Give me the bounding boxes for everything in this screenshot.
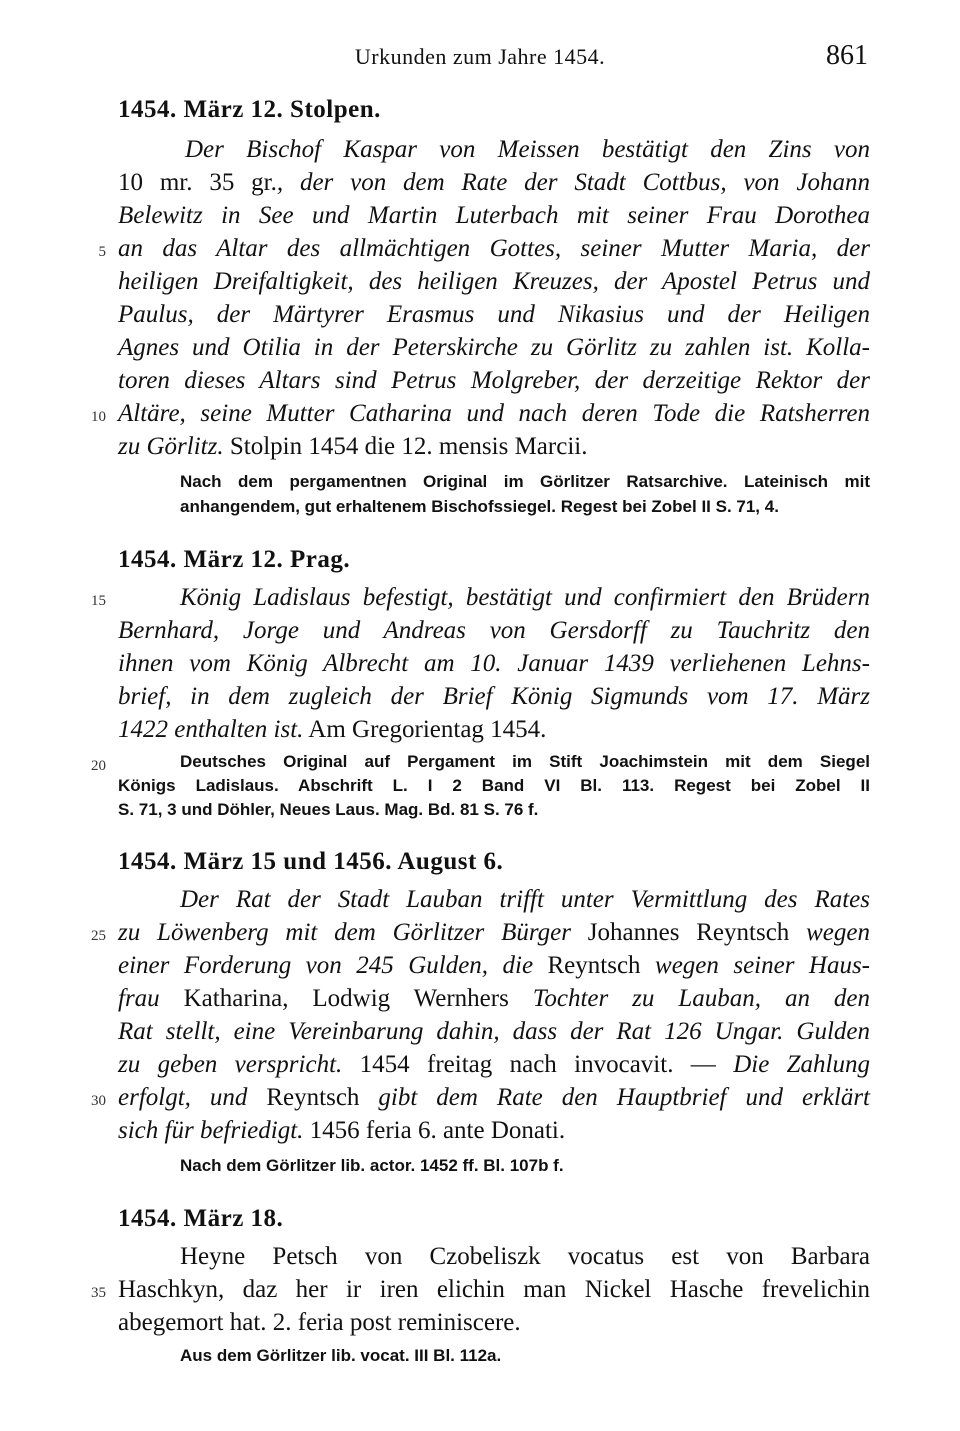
italic-text-run: Paulus, der Märtyrer Erasmus und Nikasius und der Heiligen xyxy=(118,301,870,328)
source-note: Aus dem Görlitzer lib. vocat. III Bl. 112a. xyxy=(180,1346,502,1365)
margin-line-number: 15 xyxy=(91,593,106,609)
source-note: Deutsches Original auf Pergament im Stift Joachimstein mit dem Siegel xyxy=(180,752,870,771)
text-line xyxy=(118,433,870,461)
italic-text-run: einer Forderung von 245 Gulden, die xyxy=(118,952,534,979)
roman-text-run: abegemort hat. 2. feria post reminiscere. xyxy=(118,1309,521,1336)
roman-text-run: Katharina, Lodwig Wernhers xyxy=(159,985,533,1012)
entry-heading: 1454. März 12. Stolpen. xyxy=(118,96,381,123)
text-line xyxy=(180,1243,870,1271)
italic-text-run: zu Löwenberg mit dem Görlitzer Bürger xyxy=(118,919,571,946)
italic-text-run: König Ladislaus befestigt, bestätigt und confirmiert den Brüdern xyxy=(180,584,870,611)
italic-text-run: Die Zahlung xyxy=(733,1051,870,1078)
italic-text-run: Rat stellt, eine Vereinbarung dahin, dass der Rat 126 Ungar. Gulden xyxy=(118,1018,870,1045)
source-note: Nach dem Görlitzer lib. actor. 1452 ff. Bl. 107b f. xyxy=(180,1156,564,1175)
text-line xyxy=(118,985,870,1013)
roman-text-run: Heyne Petsch von Czobeliszk vocatus est von Barbara xyxy=(180,1243,870,1270)
text-line xyxy=(118,1309,870,1337)
italic-text-run: an das Altar des allmächtigen Gottes, seiner Mutter Maria, der xyxy=(118,235,870,262)
text-line xyxy=(118,617,870,645)
italic-text-run: sich für befriedigt. xyxy=(118,1117,304,1144)
margin-line-number: 30 xyxy=(91,1093,106,1109)
text-line xyxy=(118,400,870,428)
text-line xyxy=(185,136,870,164)
italic-text-run: , der von dem Rate der Stadt Cottbus, von Johann xyxy=(276,169,870,196)
text-line xyxy=(118,952,870,980)
margin-line-number: 25 xyxy=(91,928,106,944)
text-line xyxy=(180,584,870,612)
text-line xyxy=(118,268,870,296)
source-note: S. 71, 3 und Döhler, Neues Laus. Mag. Bd. 81 S. 76 f. xyxy=(118,800,539,819)
margin-line-number: 10 xyxy=(91,409,106,425)
text-line xyxy=(118,1084,870,1112)
roman-text-run: Reyntsch xyxy=(533,952,656,979)
margin-line-number: 35 xyxy=(91,1285,106,1301)
text-line xyxy=(118,919,870,947)
text-line xyxy=(118,367,870,395)
source-note: anhangendem, gut erhaltenem Bischofssiegel. Regest bei Zobel II S. 71, 4. xyxy=(180,497,779,516)
italic-text-run: Belewitz in See und Martin Luterbach mit seiner Frau Dorothea xyxy=(118,202,870,229)
roman-text-run: Stolpin 1454 die 12. mensis Marcii. xyxy=(223,433,588,460)
roman-text-run: 10 mr. 35 gr. xyxy=(118,169,277,196)
source-note: Nach dem pergamentnen Original im Görlitzer Ratsarchive. Lateinisch mit xyxy=(180,472,870,491)
italic-text-run: zu Görlitz. xyxy=(118,433,224,460)
text-line xyxy=(118,1051,870,1079)
italic-text-run: 1422 enthalten ist. xyxy=(118,716,304,743)
running-title: Urkunden zum Jahre 1454. xyxy=(354,44,606,69)
roman-text-run: Reyntsch xyxy=(247,1084,379,1111)
text-line xyxy=(118,334,870,362)
italic-text-run: toren dieses Altars sind Petrus Molgreber, der derzeitige Rektor der xyxy=(118,367,870,394)
italic-text-run: brief, in dem zugleich der Brief König Sigmunds vom 17. März xyxy=(118,683,870,710)
italic-text-run: gibt dem Rate den Hauptbrief und erklärt xyxy=(378,1084,871,1111)
roman-text-run: Johannes Reyntsch xyxy=(571,919,807,946)
page-number: 861 xyxy=(826,40,868,71)
italic-text-run: Altäre, seine Mutter Catharina und nach deren Tode die Ratsherren xyxy=(118,400,870,427)
entry-heading: 1454. März 12. Prag. xyxy=(118,546,351,573)
roman-text-run: 1454 freitag nach invocavit. — xyxy=(342,1051,734,1078)
italic-text-run: Der Rat der Stadt Lauban trifft unter Vermittlung des Rates xyxy=(180,886,870,913)
italic-text-run: wegen seiner Haus- xyxy=(655,952,871,979)
text-line xyxy=(118,1117,870,1145)
italic-text-run: heiligen Dreifaltigkeit, des heiligen Kreuzes, der Apostel Petrus und xyxy=(118,268,870,295)
italic-text-run: Der Bischof Kaspar von Meissen bestätigt den Zins von xyxy=(185,136,870,163)
text-line xyxy=(118,1018,870,1046)
text-line xyxy=(118,683,870,711)
entry-heading: 1454. März 15 und 1456. August 6. xyxy=(118,848,504,875)
text-line xyxy=(180,886,870,914)
italic-text-run: frau xyxy=(118,985,160,1012)
entry-heading: 1454. März 18. xyxy=(118,1205,284,1232)
source-note: Königs Ladislaus. Abschrift L. I 2 Band VI Bl. 113. Regest bei Zobel II xyxy=(118,776,870,795)
italic-text-run: wegen xyxy=(806,919,870,946)
italic-text-run: zu geben verspricht. xyxy=(118,1051,343,1078)
roman-text-run: Am Gregorientag 1454. xyxy=(303,716,547,743)
roman-text-run: Haschkyn, daz her ir iren elichin man Nickel Hasche frevelichin xyxy=(118,1276,870,1303)
text-line xyxy=(118,716,870,744)
italic-text-run: ihnen vom König Albrecht am 10. Januar 1439 verliehenen Lehns- xyxy=(118,650,870,677)
roman-text-run: 1456 feria 6. ante Donati. xyxy=(303,1117,566,1144)
italic-text-run: Tochter zu Lauban, an den xyxy=(532,985,870,1012)
text-line xyxy=(118,650,870,678)
italic-text-run: erfolgt, und xyxy=(118,1084,248,1111)
margin-line-number: 20 xyxy=(91,758,106,774)
text-line xyxy=(118,169,870,197)
italic-text-run: Bernhard, Jorge und Andreas von Gersdorff zu Tauchritz den xyxy=(118,617,870,644)
margin-line-number: 5 xyxy=(98,244,106,260)
text-line xyxy=(118,202,870,230)
text-line xyxy=(118,301,870,329)
italic-text-run: Agnes und Otilia in der Peterskirche zu Görlitz zu zahlen ist. Kolla- xyxy=(118,334,870,361)
text-line xyxy=(118,235,870,263)
text-line xyxy=(118,1276,870,1304)
